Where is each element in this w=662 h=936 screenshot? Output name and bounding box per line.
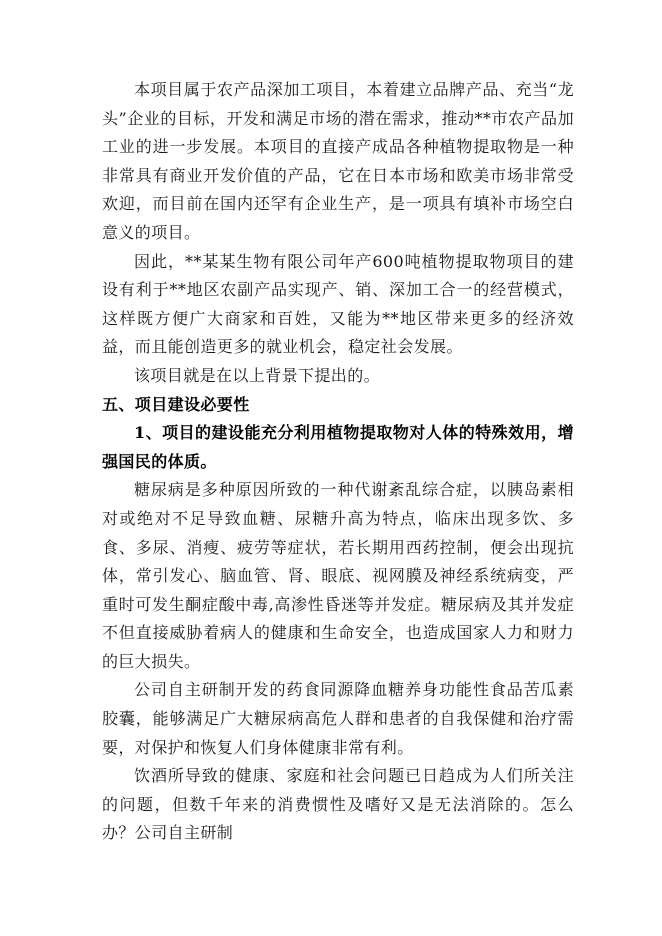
paragraph-diabetes: 糖尿病是多种原因所致的一种代谢紊乱综合症，以胰岛素相对或绝对不足导致血糖、尿糖升高为特点，临床出现多饮、多食、多尿、消瘦、疲劳等症状，若长期用西药控制，便会出现抗体，常引发心、脑血管、肾、眼底、视网膜及神经系统病变，严重时可发生酮症酸中毒,高渗性昏迷等并发症。糖尿病及其并发症不但直接威胁着病人的健康和生命安全，也造成国家人力和财力的巨大损失。	[102, 480, 574, 671]
paragraph-project-background: 本项目属于农产品深加工项目，本着建立品牌产品、充当“龙头”企业的目标，开发和满足市场的潜在需求，推动**市农产品加工业的进一步发展。本项目的直接产成品各种植物提取物是一种非常具有商业开发价值的产品，它在日本市场和欧美市场非常受欢迎，而目前在国内还罕有企业生产，是一项具有填补市场空白意义的项目。	[102, 80, 574, 242]
document-body	[102, 76, 574, 848]
paragraph-project-benefits: 因此，**某某生物有限公司年产600吨植物提取物项目的建设有利于**地区农副产品实现产、销、深加工合一的经营模式，这样既方便广大商家和百姓，又能为**地区带来更多的经济效益，而且能创造更多的就业机会，稳定社会发展。	[102, 251, 574, 357]
section-heading: 五、项目建设必要性	[102, 394, 250, 414]
paragraph-product-capsule: 公司自主研制开发的药食同源降血糖养身功能性食品苦瓜素胶囊，能够满足广大糖尿病高危人群和患者的自我保健和治疗需要，对保护和恢复人们身体健康非常有利。	[102, 680, 574, 757]
paragraph-drinking-issue: 饮酒所导致的健康、家庭和社会问题已日趋成为人们所关注的问题，但数千年来的消费惯性及嗜好又是无法消除的。怎么办？公司自主研制	[102, 766, 574, 843]
paragraph-background-summary: 该项目就是在以上背景下提出的。	[134, 365, 381, 385]
subsection-heading: 1、项目的建设能充分利用植物提取物对人体的特殊效用，增强国民的体质。	[102, 423, 574, 471]
